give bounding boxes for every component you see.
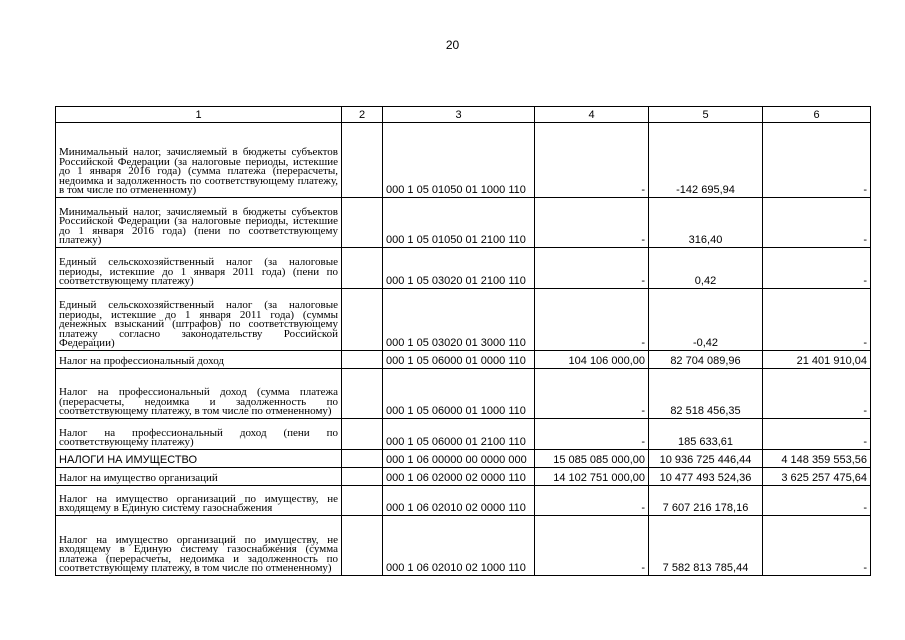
row-col-5: 7 607 216 178,16 [649,486,763,516]
row-col-6: 21 401 910,04 [763,351,871,369]
table-row [56,123,871,198]
row-col-6: - [763,419,871,450]
table-header-row [56,107,871,123]
table-row [56,369,871,419]
row-col-6: - [763,369,871,419]
row-code: 000 1 06 02010 02 1000 110 [383,516,535,576]
row-col-4: - [535,289,649,351]
header-col-4: 4 [535,107,649,123]
table-row [56,289,871,351]
header-col-3: 3 [383,107,535,123]
table-row [56,419,871,450]
row-code: 000 1 05 03020 01 3000 110 [383,289,535,351]
row-col-5: 10 936 725 446,44 [649,450,763,468]
header-col-1: 1 [56,107,342,123]
row-code: 000 1 06 00000 00 0000 000 [383,450,535,468]
row-name: Налог на имущество организаций по имуществу, не входящему в Единую систему газоснабжения [56,486,342,516]
row-col-4: - [535,198,649,248]
row-col-5: 82 518 456,35 [649,369,763,419]
table-row [56,516,871,576]
row-name: Налог на профессиональный доход [56,351,342,369]
page-number: 20 [445,38,460,52]
row-name: Налог на имущество организаций [56,468,342,486]
row-col-5: 185 633,61 [649,419,763,450]
header-col-6: 6 [763,107,871,123]
table-row [56,351,871,369]
row-col-5: -0,42 [649,289,763,351]
row-col-2 [342,450,383,468]
row-code: 000 1 05 01050 01 2100 110 [383,198,535,248]
row-col-4: 15 085 085 000,00 [535,450,649,468]
row-col-6: - [763,123,871,198]
row-col-2 [342,419,383,450]
row-col-2 [342,198,383,248]
row-code: 000 1 05 06000 01 1000 110 [383,369,535,419]
row-name: Единый сельскохозяйственный налог (за налоговые периоды, истекшие до 1 января 2011 года) (суммы денежных взысканий (штрафов) по соответствующему платежу согласно законодательству Российской Федерации) [56,289,342,351]
row-col-2 [342,516,383,576]
row-col-4: - [535,486,649,516]
header-col-2: 2 [342,107,383,123]
row-col-4: 104 106 000,00 [535,351,649,369]
row-col-2 [342,369,383,419]
table-row [56,450,871,468]
row-name: Минимальный налог, зачисляемый в бюджеты субъектов Российской Федерации (за налоговые периоды, истекшие до 1 января 2016 года) (сумма платежа (перерасчеты, недоимка и задолженность по соответствующему платежу, в том числе по отмененному) [56,123,342,198]
row-col-4: 14 102 751 000,00 [535,468,649,486]
row-col-5: 82 704 089,96 [649,351,763,369]
table-row [56,468,871,486]
table-row [56,198,871,248]
row-code: 000 1 05 06000 01 2100 110 [383,419,535,450]
row-col-5: -142 695,94 [649,123,763,198]
row-code: 000 1 05 01050 01 1000 110 [383,123,535,198]
row-col-4: - [535,123,649,198]
row-name: Налог на профессиональный доход (пени по соответствующему платежу) [56,419,342,450]
row-name: Единый сельскохозяйственный налог (за налоговые периоды, истекшие до 1 января 2011 года) (пени по соответствующему платежу) [56,248,342,289]
row-col-4: - [535,516,649,576]
row-col-2 [342,289,383,351]
row-col-4: - [535,369,649,419]
row-col-6: - [763,198,871,248]
row-col-4: - [535,248,649,289]
row-code: 000 1 06 02000 02 0000 110 [383,468,535,486]
header-col-5: 5 [649,107,763,123]
row-name: Налог на имущество организаций по имуществу, не входящему в Единую систему газоснабжения (сумма платежа (перерасчеты, недоимка и задолженность по соответствующему платежу, в том числе по отмененному) [56,516,342,576]
row-code: 000 1 06 02010 02 0000 110 [383,486,535,516]
row-col-6: 3 625 257 475,64 [763,468,871,486]
row-col-6: - [763,486,871,516]
row-col-5: 10 477 493 524,36 [649,468,763,486]
row-col-2 [342,486,383,516]
row-code: 000 1 05 03020 01 2100 110 [383,248,535,289]
row-name: Налог на профессиональный доход (сумма платежа (перерасчеты, недоимка и задолженность по соответствующему платежу, в том числе по отмененному) [56,369,342,419]
row-name: Минимальный налог, зачисляемый в бюджеты субъектов Российской Федерации (за налоговые периоды, истекшие до 1 января 2016 года) (пени по соответствующему платежу) [56,198,342,248]
row-col-2 [342,351,383,369]
table-row [56,486,871,516]
row-col-5: 316,40 [649,198,763,248]
row-col-6: - [763,516,871,576]
row-col-5: 0,42 [649,248,763,289]
row-col-6: - [763,248,871,289]
row-col-5: 7 582 813 785,44 [649,516,763,576]
table-row [56,248,871,289]
row-col-6: 4 148 359 553,56 [763,450,871,468]
row-name: НАЛОГИ НА ИМУЩЕСТВО [56,450,342,468]
budget-table [55,106,871,576]
row-col-2 [342,123,383,198]
row-col-6: - [763,289,871,351]
row-code: 000 1 05 06000 01 0000 110 [383,351,535,369]
row-col-2 [342,468,383,486]
row-col-2 [342,248,383,289]
row-col-4: - [535,419,649,450]
